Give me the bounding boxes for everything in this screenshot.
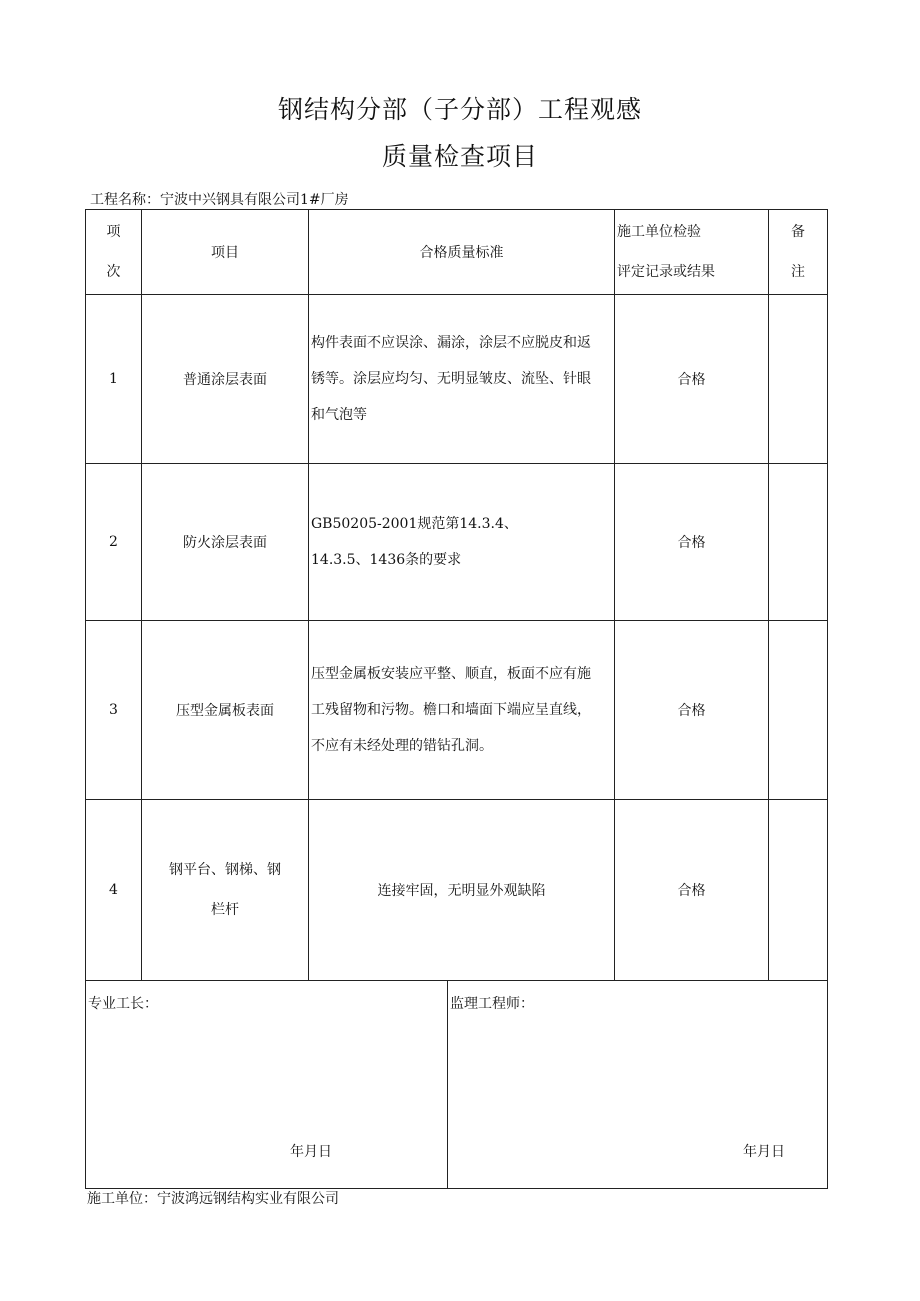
standard-line: 构件表面不应误涂、漏涂，涂层不应脱皮和返 xyxy=(311,335,591,351)
row-seq: 4 xyxy=(86,800,142,981)
supervisor-date: 年月日 xyxy=(743,1144,785,1160)
foreman-label: 专业工长： xyxy=(88,996,158,1012)
row-result: 合格 xyxy=(615,295,769,464)
project-label: 工程名称： xyxy=(90,192,160,208)
header-result-line: 评定记录或结果 xyxy=(617,264,715,280)
row-seq: 2 xyxy=(86,464,142,621)
header-item: 项目 xyxy=(142,210,309,295)
standard-line: 工残留物和污物。檐口和墙面下端应呈直线， xyxy=(311,702,591,718)
header-remark xyxy=(769,210,828,295)
standard-line: 14.3.5、1436条的要求 xyxy=(311,552,462,568)
inspection-table xyxy=(85,209,828,981)
signature-table xyxy=(85,980,828,1189)
standard-line: 锈等。涂层应均匀、无明显皱皮、流坠、针眼 xyxy=(311,371,591,387)
header-remark-line: 备 xyxy=(791,224,805,240)
row-standard xyxy=(309,295,615,464)
table-row xyxy=(86,800,828,981)
header-result xyxy=(615,210,769,295)
row-remark xyxy=(769,295,828,464)
row-remark xyxy=(769,621,828,800)
row-item: 普通涂层表面 xyxy=(142,295,309,464)
item-line: 钢平台、钢梯、钢 xyxy=(169,862,281,878)
row-remark xyxy=(769,800,828,981)
row-standard xyxy=(309,621,615,800)
row-remark xyxy=(769,464,828,621)
row-standard xyxy=(309,464,615,621)
project-name: 宁波中兴钢具有限公司1#厂房 xyxy=(160,192,349,208)
foreman-signature-cell xyxy=(86,981,448,1189)
header-remark-line: 注 xyxy=(791,264,805,280)
supervisor-label: 监理工程师： xyxy=(450,996,534,1012)
table-header-row xyxy=(86,210,828,295)
project-name-line xyxy=(90,189,349,209)
header-standard: 合格质量标准 xyxy=(309,210,615,295)
item-line: 栏杆 xyxy=(211,902,239,918)
row-seq: 3 xyxy=(86,621,142,800)
standard-line: 不应有未经处理的错钻孔洞。 xyxy=(311,738,493,754)
table-row xyxy=(86,295,828,464)
header-result-line: 施工单位检验 xyxy=(617,224,701,240)
row-standard: 连接牢固，无明显外观缺陷 xyxy=(309,800,615,981)
foreman-date: 年月日 xyxy=(290,1144,332,1160)
row-result: 合格 xyxy=(615,464,769,621)
table-row xyxy=(86,621,828,800)
row-seq: 1 xyxy=(86,295,142,464)
standard-line: 压型金属板安装应平整、顺直，板面不应有施 xyxy=(311,666,591,682)
header-seq-line: 次 xyxy=(106,264,121,280)
document-subtitle: 质量检查项目 xyxy=(381,142,538,171)
row-item: 防火涂层表面 xyxy=(142,464,309,621)
supervisor-signature-cell xyxy=(448,981,828,1189)
standard-line: 和气泡等 xyxy=(311,407,367,423)
row-item xyxy=(142,800,309,981)
header-seq xyxy=(86,210,142,295)
row-item: 压型金属板表面 xyxy=(142,621,309,800)
construction-unit: 施工单位：宁波鸿远钢结构实业有限公司 xyxy=(87,1191,339,1207)
document-title: 钢结构分部（子分部）工程观感 xyxy=(277,95,642,124)
header-seq-line: 项 xyxy=(106,224,121,240)
table-row xyxy=(86,464,828,621)
row-result: 合格 xyxy=(615,800,769,981)
row-result: 合格 xyxy=(615,621,769,800)
standard-line: GB50205-2001规范第14.3.4、 xyxy=(311,516,518,532)
